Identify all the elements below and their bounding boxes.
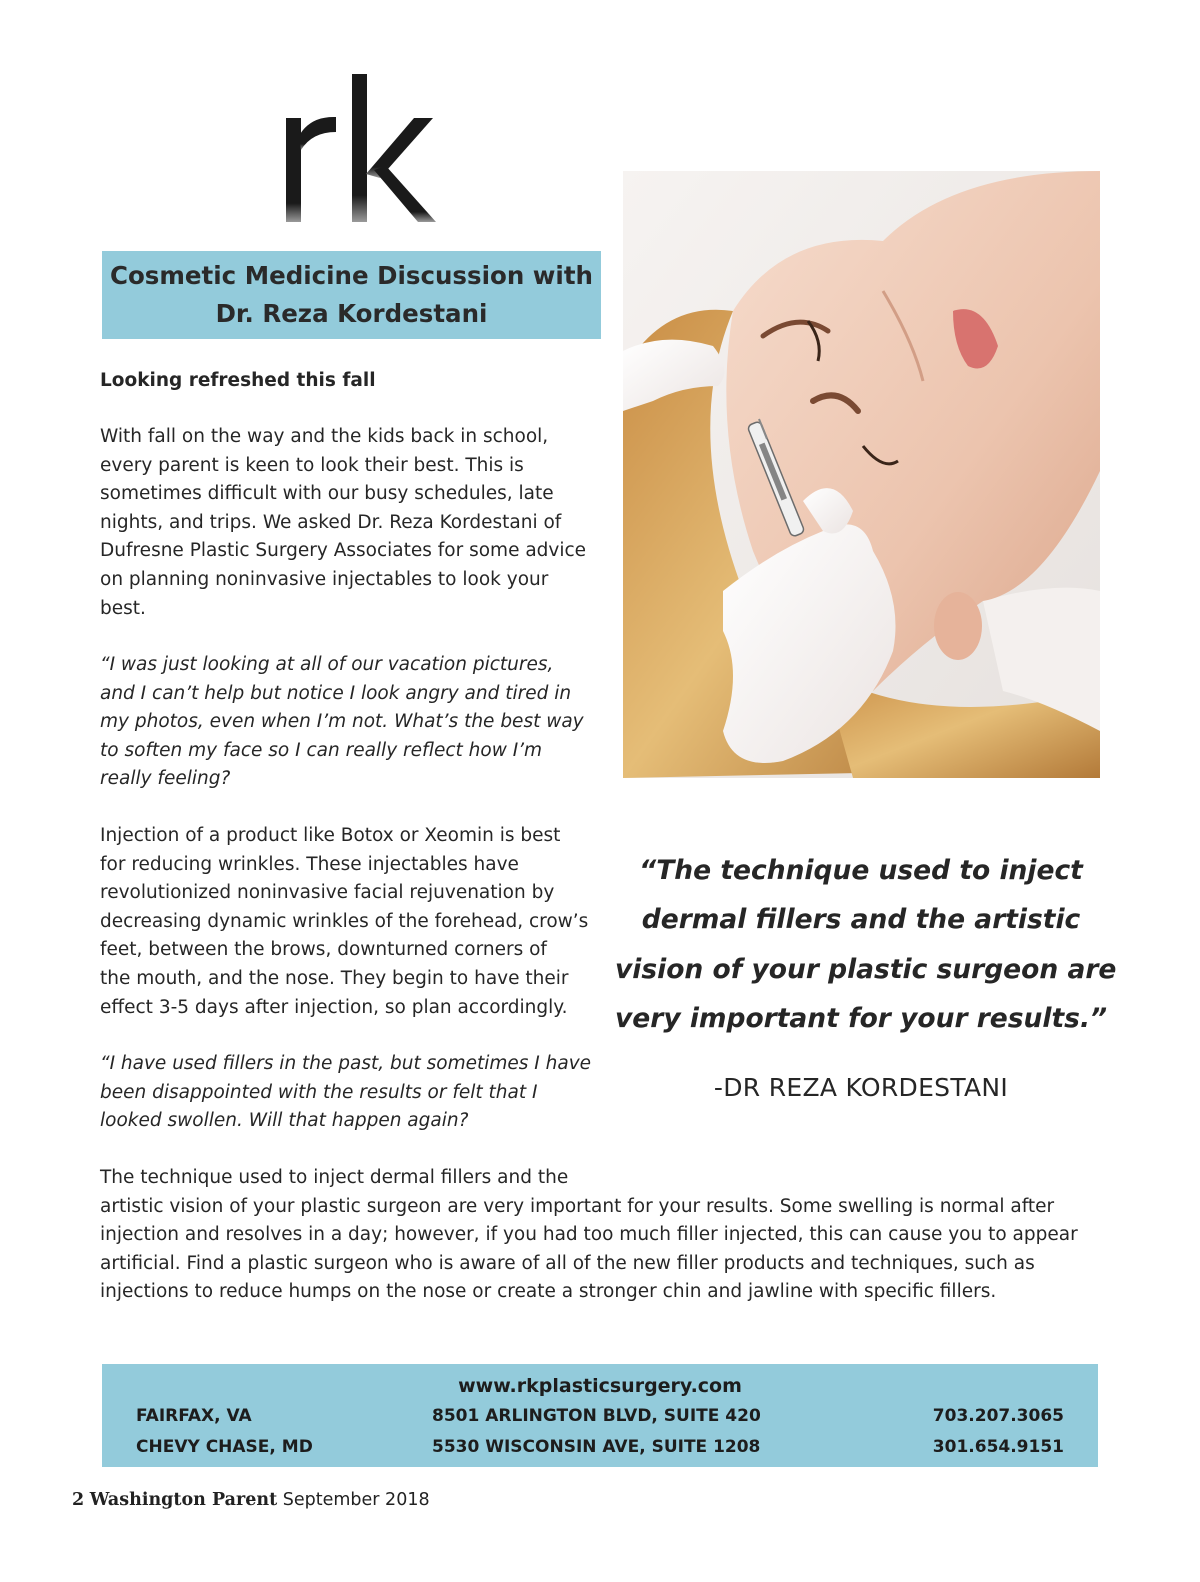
location-city: CHEVY CHASE, MD — [136, 1437, 313, 1457]
page-footer — [72, 1490, 430, 1510]
text-line: really feeling? — [100, 768, 231, 790]
answer-2 — [100, 1164, 1078, 1307]
contact-bar — [102, 1364, 1098, 1467]
location-city: FAIRFAX, VA — [136, 1406, 252, 1426]
answer-1 — [100, 822, 588, 1022]
text-line: feet, between the brows, downturned corners of — [100, 939, 547, 961]
page-number: 2 — [72, 1490, 85, 1510]
article-title-line-2: Dr. Reza Kordestani — [215, 299, 488, 328]
rk-logo — [282, 70, 442, 230]
text-line: looked swollen. Will that happen again? — [100, 1110, 469, 1132]
text-line: best. — [100, 597, 146, 619]
text-line: my photos, even when I’m not. What’s the best way — [100, 711, 584, 733]
text-line: effect 3-5 days after injection, so plan accordingly. — [100, 996, 568, 1018]
pull-quote-line: dermal fillers and the artistic — [641, 904, 1081, 936]
article-title-line-1: Cosmetic Medicine Discussion with — [110, 261, 593, 290]
publication-name: Washington Parent — [89, 1490, 278, 1510]
article-title-box — [102, 251, 601, 339]
text-line: and I can’t help but notice I look angry and tired in — [100, 682, 572, 704]
pull-quote — [615, 846, 1117, 1043]
text-line: artistic vision of your plastic surgeon are very important for your results. Some swelling is normal after — [100, 1195, 1055, 1217]
website-link[interactable]: www.rkplasticsurgery.com — [458, 1375, 742, 1397]
text-line: revolutionized noninvasive facial rejuvenation by — [100, 882, 555, 904]
location-phone[interactable]: 703.207.3065 — [932, 1406, 1064, 1426]
text-line: Dufresne Plastic Surgery Associates for some advice — [100, 540, 587, 562]
article-subheading: Looking refreshed this fall — [100, 370, 376, 391]
text-line: nights, and trips. We asked Dr. Reza Kordestani of — [100, 511, 562, 533]
text-line: “I have used fillers in the past, but sometimes I have — [100, 1053, 592, 1074]
pull-quote-line: vision of your plastic surgeon are — [615, 953, 1117, 985]
text-line: injection and resolves in a day; however, if you had too much filler injected, this can cause you to appear — [100, 1224, 1078, 1246]
location-address: 8501 ARLINGTON BLVD, SUITE 420 — [432, 1406, 761, 1426]
location-address: 5530 WISCONSIN AVE, SUITE 1208 — [432, 1437, 761, 1457]
text-line: “I was just looking at all of our vacation pictures, — [100, 654, 554, 675]
intro-paragraph — [100, 423, 586, 623]
text-line: Injection of a product like Botox or Xeomin is best — [100, 825, 561, 846]
text-line: injections to reduce humps on the nose or create a stronger chin and jawline with specific fillers. — [100, 1281, 997, 1303]
pull-quote-line: “The technique used to inject — [639, 855, 1083, 886]
question-1 — [100, 651, 584, 794]
text-line: With fall on the way and the kids back in school, — [100, 426, 549, 447]
pull-quote-attribution: -DR REZA KORDESTANI — [713, 1073, 1009, 1102]
text-line: every parent is keen to look their best. This is — [100, 454, 524, 476]
text-line: artificial. Find a plastic surgeon who is aware of all of the new filler products and techniques, such as — [100, 1252, 1035, 1274]
text-line: to soften my face so I can really reflect how I’m — [100, 739, 543, 761]
issue-date: September 2018 — [282, 1490, 430, 1510]
text-line: been disappointed with the results or felt that I — [100, 1081, 538, 1103]
injection-photo — [623, 171, 1100, 778]
text-line: sometimes difficult with our busy schedules, late — [100, 483, 554, 505]
location-phone[interactable]: 301.654.9151 — [932, 1437, 1064, 1457]
pull-quote-line: very important for your results.” — [615, 1002, 1108, 1034]
text-line: on planning noninvasive injectables to look your — [100, 568, 549, 590]
question-2 — [100, 1050, 591, 1136]
text-line: for reducing wrinkles. These injectables have — [100, 853, 519, 875]
text-line: The technique used to inject dermal fillers and the — [100, 1167, 569, 1188]
text-line: decreasing dynamic wrinkles of the forehead, crow’s — [100, 910, 589, 932]
text-line: the mouth, and the nose. They begin to have their — [100, 967, 569, 989]
